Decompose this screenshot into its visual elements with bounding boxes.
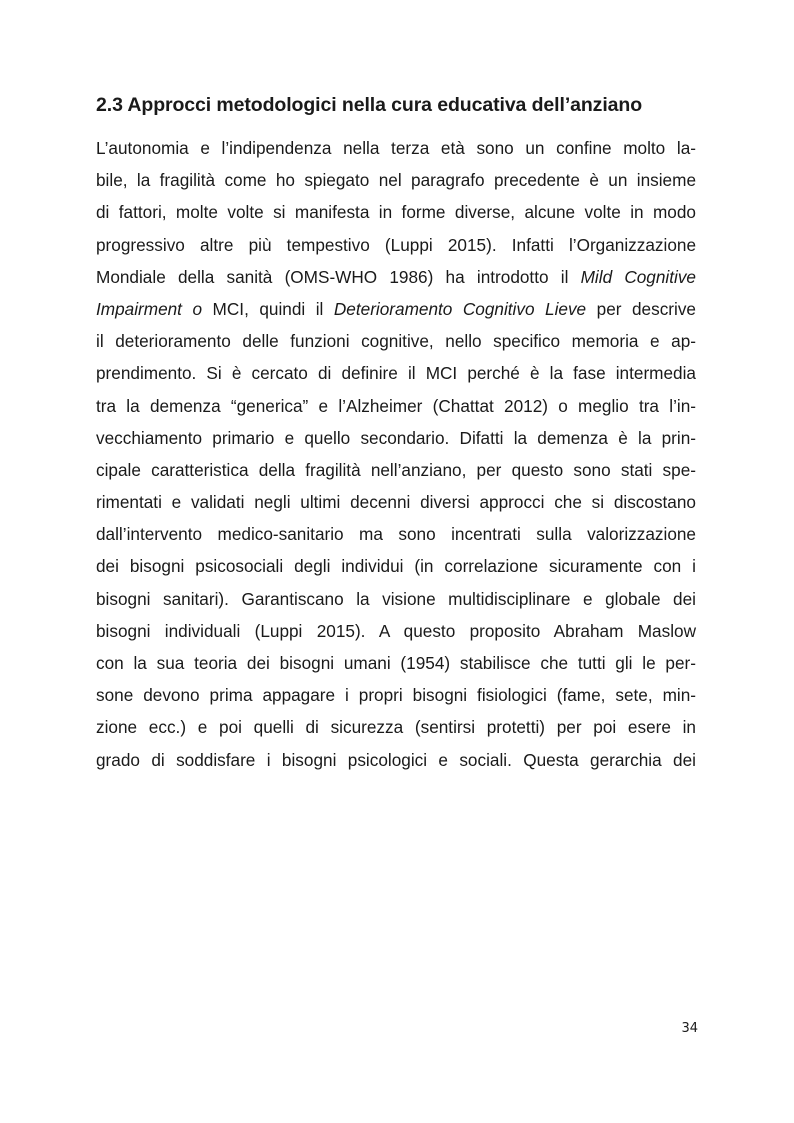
paragraph-line: rimentati e validati negli ultimi decenni diversi approcci che si discostano [96,492,696,513]
paragraph-line: L’autonomia e l’indipendenza nella terza età sono un confine molto la- [96,138,696,158]
paragraph-line: cipale caratteristica della fragilità nell’anziano, per questo sono stati spe- [96,459,696,480]
page-number: 34 [681,1021,698,1036]
italic-term: Deterioramento Cognitivo Lieve [333,298,587,319]
paragraph-line: bisogni sanitari). Garantiscano la visione multidisciplinare e globale dei [96,588,696,609]
italic-term: Mild Cognitive [580,266,696,287]
paragraph-line [96,261,696,293]
paragraph-line: dei bisogni psicosociali degli individui (in correlazione sicuramente con i [96,556,696,577]
paragraph-line: zione ecc.) e poi quelli di sicurezza (sentirsi protetti) per poi esere in [96,717,696,738]
line-text: per descrive [586,298,696,319]
section-heading: 2.3 Approcci metodologici nella cura educativa dell’anziano [96,94,643,116]
italic-term: Impairment o [96,298,203,319]
paragraph-line: grado di soddisfare i bisogni psicologici e sociali. Questa gerarchia dei [96,749,696,770]
paragraph-line: il deterioramento delle funzioni cognitive, nello specifico memoria e ap- [96,331,696,352]
line-text: MCI, quindi il [202,298,334,319]
paragraph-line: bile, la fragilità come ho spiegato nel paragrafo precedente è un insieme [96,170,696,191]
paragraph-line: dall’intervento medico-sanitario ma sono incentrati sulla valorizzazione [96,524,696,545]
body-paragraph [96,132,696,776]
paragraph-line: bisogni individuali (Luppi 2015). A questo proposito Abraham Maslow [96,620,696,641]
paragraph-line: vecchiamento primario e quello secondario. Difatti la demenza è la prin- [96,427,696,448]
paragraph-line: con la sua teoria dei bisogni umani (1954) stabilisce che tutti gli le per- [96,653,696,673]
paragraph-line: tra la demenza “generica” e l’Alzheimer (Chattat 2012) o meglio tra l’in- [96,395,696,416]
paragraph-line: progressivo altre più tempestivo (Luppi 2015). Infatti l’Organizzazione [96,234,696,255]
paragraph-line: di fattori, molte volte si manifesta in forme diverse, alcune volte in modo [96,202,696,223]
line-text: Mondiale della sanità (OMS-WHO 1986) ha introdotto il [96,266,581,287]
paragraph-line: prendimento. Si è cercato di definire il MCI perché è la fase intermedia [96,363,696,384]
paragraph-line [96,293,696,325]
paragraph-line: sone devono prima appagare i propri bisogni fisiologici (fame, sete, min- [96,685,696,706]
